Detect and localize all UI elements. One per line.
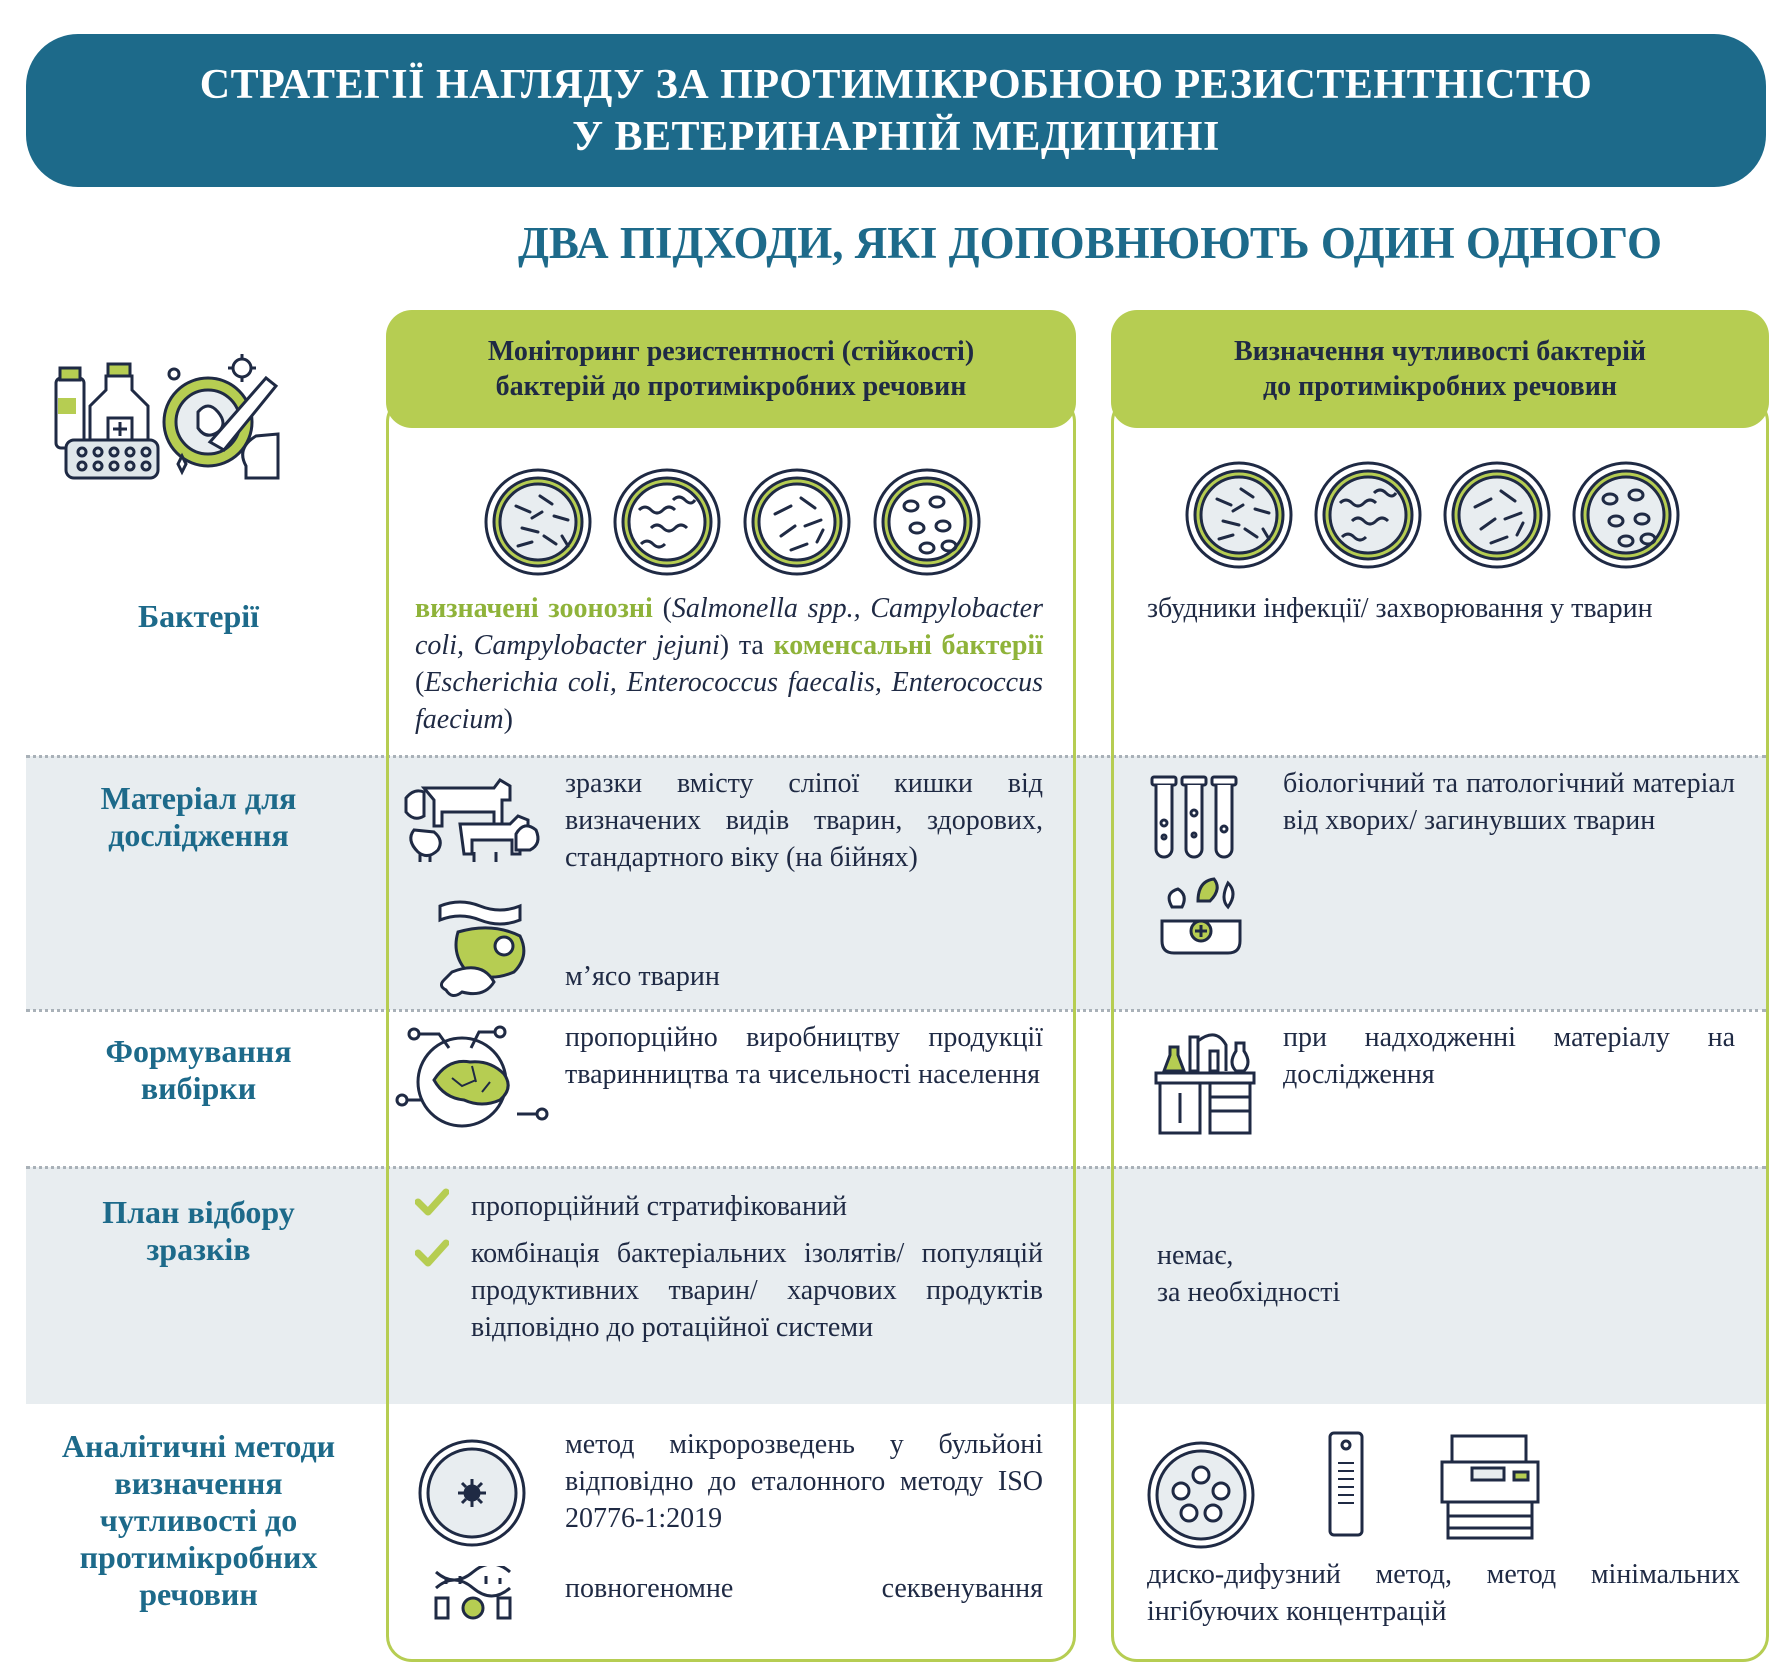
plan-right-text — [1157, 1237, 1657, 1311]
left-column-title-2: бактерій до протимікробних речовин — [495, 371, 967, 402]
row-label-material-1: Матеріал для — [100, 780, 297, 816]
map-network-icon — [394, 1022, 554, 1134]
page-subtitle: ДВА ПІДХОДИ, ЯКІ ДОПОВНЮЮТЬ ОДИН ОДНОГО — [517, 218, 1663, 268]
meat-icon — [434, 896, 540, 1000]
zoonotic-highlight: визначені зоонозні — [415, 593, 653, 624]
right-column-title-1: Визначення чутливості бактерій — [1233, 336, 1647, 367]
header-line-1: СТРАТЕГІЇ НАГЛЯДУ ЗА ПРОТИМІКРОБНОЮ РЕЗИСТЕНТНІСТЮ — [199, 61, 1593, 108]
material-left-meat-text: м’ясо тварин — [565, 961, 720, 992]
petri-dish-spiral-bacteria-icon — [1312, 459, 1424, 571]
commensal-species: Escherichia coli, Enterococcus faecalis, Enterococcus faecium — [415, 667, 1043, 735]
left-column-title-1: Моніторинг резистентності (стійкості) — [487, 336, 975, 367]
row-label-sampling — [26, 1033, 371, 1107]
petri-dish-leaf-bacteria-icon — [741, 466, 853, 578]
methods-left-text-1: метод мікророзведень у бульйоні відповідно до еталонного методу ISO 20776-1:2019 — [565, 1429, 1043, 1534]
methods-right-text: диско-дифузний метод, метод мінімальних інгібуючих концентрацій — [1147, 1559, 1740, 1627]
plan-right-line-2: за необхідності — [1157, 1277, 1341, 1308]
row-label-bacteria — [26, 598, 371, 635]
sampling-right-text: при надходженні матеріалу на дослідження — [1283, 1022, 1735, 1090]
row-label-plan-1: План відбору — [102, 1194, 295, 1230]
right-column-title-2: до протимікробних речовин — [1263, 371, 1617, 402]
left-column-header — [386, 310, 1076, 428]
automated-analyzer-icon — [1438, 1432, 1542, 1544]
material-right-text: біологічний та патологічний матеріал від хворих/ загинувших тварин — [1283, 768, 1735, 836]
row-label-plan-2: зразків — [146, 1231, 251, 1267]
text-fragment: ( — [652, 593, 672, 624]
petri-dish-spiral-bacteria-icon — [611, 466, 723, 578]
petri-dish-cocci-bacteria-icon — [1570, 459, 1682, 571]
dna-sequencing-icon — [432, 1566, 514, 1620]
page-header — [26, 34, 1766, 187]
laboratory-bench-icon — [1150, 1027, 1260, 1139]
material-left-text: зразки вмісту сліпої кишки від визначених видів тварин, здорових, стандартного віку (на бійнях) — [565, 768, 1043, 873]
zoonotic-species: Salmonella spp., Campylobacter coli, Campylobacter jejuni — [415, 593, 1043, 661]
petri-dish-leaf-bacteria-icon — [1441, 459, 1553, 571]
row-label-methods-3: чутливості до — [99, 1502, 298, 1538]
text-fragment: ) — [503, 704, 513, 735]
row-label-plan — [26, 1194, 371, 1268]
row-label-methods-2: визначення — [114, 1465, 283, 1501]
farm-animals-icon — [400, 774, 550, 866]
check-icon — [415, 1187, 449, 1217]
bacteria-right-text: збудники інфекції/ захворювання у тварин — [1147, 593, 1653, 624]
disk-diffusion-plate-icon — [1145, 1439, 1257, 1551]
row-label-material — [26, 780, 371, 854]
bacteria-left-text — [415, 590, 1043, 738]
row-label-methods-5: речовин — [139, 1576, 258, 1612]
mic-test-strip-icon — [1326, 1429, 1366, 1539]
row-label-bacteria-text: Бактерії — [137, 598, 260, 634]
check-icon — [415, 1238, 449, 1268]
header-line-2: У ВЕТЕРИНАРНІЙ МЕДИЦИНІ — [572, 113, 1220, 160]
medicine-lab-icon — [48, 348, 296, 484]
commensal-highlight: коменсальні бактерії — [773, 630, 1043, 661]
plan-left-text-2: комбінація бактеріальних ізолятів/ популяцій продуктивних тварин/ харчових продуктів відповідно до ротаційної системи — [471, 1238, 1043, 1343]
row-label-methods-4: протимікробних — [79, 1539, 318, 1575]
row-label-methods-1: Аналітичні методи — [61, 1428, 336, 1464]
row-label-sampling-1: Формування — [105, 1033, 292, 1069]
petri-dish-rod-bacteria-icon — [1183, 459, 1295, 571]
organs-kit-icon — [1158, 871, 1244, 957]
row-label-material-2: дослідження — [108, 817, 289, 853]
row-label-sampling-2: вибірки — [140, 1070, 257, 1106]
text-fragment: ) та — [719, 630, 774, 661]
plan-right-line-1: немає, — [1157, 1240, 1234, 1271]
petri-dish-rod-bacteria-icon — [482, 466, 594, 578]
microdilution-plate-icon — [416, 1437, 528, 1549]
sampling-left-text: пропорційно виробництву продукції тваринництва та чисельності населення — [565, 1022, 1043, 1090]
text-fragment: ( — [415, 667, 425, 698]
right-column-header — [1111, 310, 1769, 428]
row-label-methods — [26, 1428, 371, 1613]
methods-left-text-2: повногеномне секвенування — [565, 1573, 1043, 1604]
petri-dish-cocci-bacteria-icon — [871, 466, 983, 578]
plan-left-text-1: пропорційний стратифікований — [471, 1191, 847, 1222]
test-tubes-icon — [1146, 773, 1244, 865]
